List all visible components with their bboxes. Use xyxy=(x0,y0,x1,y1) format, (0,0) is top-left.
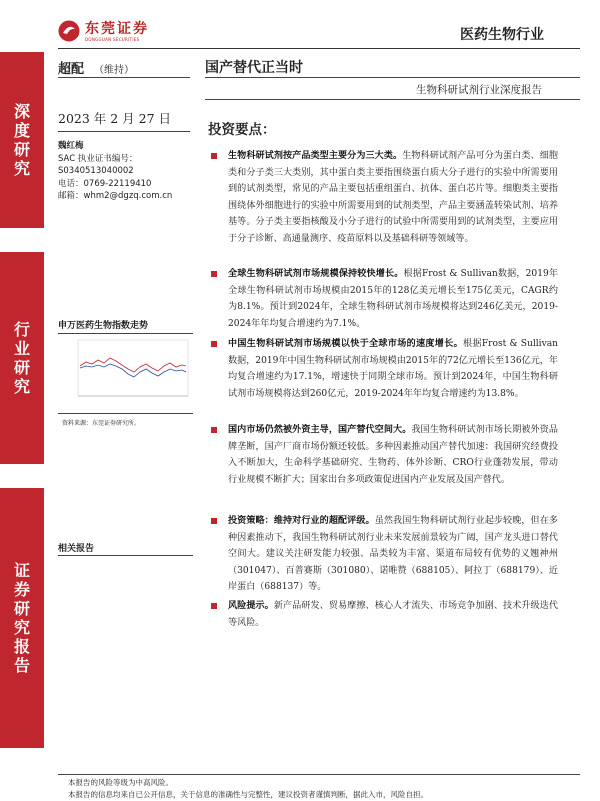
title-divider xyxy=(205,77,580,78)
analyst-info xyxy=(58,140,172,203)
chart-top-divider xyxy=(58,333,193,334)
key-points-title: 投资要点： xyxy=(208,122,276,138)
sidebar-section-deep-research: 深度研究 xyxy=(0,52,44,228)
index-series-line-1 xyxy=(80,358,186,372)
chart-bottom-divider xyxy=(58,413,193,414)
key-point-lead: 风险提示。 xyxy=(228,601,274,611)
rating-label: 超配 xyxy=(58,62,85,77)
footer-disclaimer xyxy=(68,777,588,801)
report-date: 2023 年 2 月 27 日 xyxy=(58,111,172,126)
bullet-square-icon xyxy=(211,518,217,524)
key-point-2 xyxy=(208,266,558,332)
bullet-square-icon xyxy=(211,427,217,433)
index-trend-chart xyxy=(58,336,193,410)
key-point-text: 虽然我国生物科研试剂行业起步较晚，但在多种因素推动下，我国生物科研试剂行业未来发展前景较为广阔，国产龙头进口替代空间大。建议关注研发能力较强、品类较为丰富、渠道布局较有优势的义翘神州（301047）、百普赛斯（301080）、诺唯赞（688105）、阿拉丁（688179）、近岸蛋白（688137）等。 xyxy=(228,516,558,592)
footer-info-disclaimer: 本报告的信息均来自已公开信息，关于信息的准确性与完整性，建议投资者谨慎判断，据此入市，风险自担。 xyxy=(68,790,428,799)
date-divider xyxy=(58,131,190,132)
bullet-square-icon xyxy=(211,341,217,347)
related-divider xyxy=(58,555,193,556)
logo-emblem-icon xyxy=(58,20,80,42)
header-divider xyxy=(58,48,580,49)
rating-note: （维持） xyxy=(94,65,135,76)
key-point-lead: 国内市场仍然被外资主导，国产替代空间大。 xyxy=(228,425,412,435)
analyst-cert-no: S0340513040002 xyxy=(58,166,134,176)
key-point-text: 根据Frost & Sullivan数据，2019年中国生物科研试剂市场规模由2015年的72亿元增长至136亿元，年均复合增速约为17.1%，增速快于同期全球市场。预计到2024年，中国生物科研试剂市场规模将达到260亿元，2019-2024年年均复合增速约为13.8%。 xyxy=(228,339,558,399)
logo-text-cn: 东莞证券 xyxy=(85,20,149,37)
key-point-4 xyxy=(208,422,558,488)
left-sidebar xyxy=(0,0,44,800)
sidebar-section-securities-report: 证券研究报告 xyxy=(0,488,44,748)
industry-label: 医药生物行业 xyxy=(460,27,544,43)
key-point-lead: 投资策略：维持对行业的超配评级。 xyxy=(228,516,375,526)
subtitle-divider xyxy=(205,99,580,100)
bullet-square-icon xyxy=(211,271,217,277)
logo-text-en: DONGGUAN SECURITIES xyxy=(85,36,140,42)
key-point-text: 新产品研发、贸易摩擦、核心人才流失、市场竞争加剧、技术升级迭代等风险。 xyxy=(228,601,558,628)
key-point-text: 根据Frost & Sullivan数据，2019年全球生物科研试剂市场规模由2015年的128亿美元增长至175亿美元，CAGR约为8.1%。预计到2024年，全球生物科研试剂市场规模将达到246亿美元，2019-2024年年均复合增速约为7.1%。 xyxy=(228,269,558,329)
company-logo xyxy=(58,20,149,42)
rating xyxy=(58,58,134,77)
rating-divider xyxy=(58,77,190,78)
key-point-6 xyxy=(208,598,558,631)
key-point-1 xyxy=(208,148,558,247)
key-point-5 xyxy=(208,513,558,596)
key-point-text: 生物科研试剂产品可分为蛋白类、细胞类和分子类三大类别，其中蛋白类主要指围绕蛋白质大分子进行的实验中所需要用到的试剂类型，常见的产品主要包括重组蛋白、抗体、蛋白芯片等。细胞类主要指围绕体外细胞进行的实验中所需要用到的试剂类型，产品主要涵盖转染试剂、培养基等。分子类主要指核酸及小分子进行的试验中所需要用到的试剂类型，主要应用于分子诊断、高通量测序、疫苗原料以及基础科研等领域等。 xyxy=(228,151,558,244)
bullet-square-icon xyxy=(211,603,217,609)
analyst-email[interactable]: 邮箱：whm2@dgzq.com.cn xyxy=(58,191,173,201)
analyst-name: 魏红梅 xyxy=(58,141,84,151)
chart-source: 资料来源：东莞证券研究所。 xyxy=(62,420,141,427)
index-series-line-2 xyxy=(80,364,186,377)
report-title: 国产替代正当时 xyxy=(205,60,303,76)
footer-risk-level: 本报告的风险等级为中高风险。 xyxy=(68,778,173,787)
key-point-lead: 全球生物科研试剂市场规模保持较快增长。 xyxy=(228,269,404,279)
key-point-lead: 中国生物科研试剂市场规模以快于全球市场的速度增长。 xyxy=(228,339,464,349)
analyst-cert-label: SAC 执业证书编号： xyxy=(58,153,138,164)
key-point-text: 我国生物科研试剂市场长期被外资品牌垄断，国产厂商市场份额还较低。多种因素推动国产替代加速：我国研究经费投入不断加大，生命科学基础研究、生物药、体外诊断、CRO行业蓬勃发展，带动行业规模不断扩大；国家出台多项政策促进国内产业发展及国产替代。 xyxy=(228,425,558,485)
related-reports-title: 相关报告 xyxy=(58,544,95,554)
analyst-phone: 电话：0769-22119410 xyxy=(58,178,152,189)
key-point-lead: 生物科研试剂按产品类型主要分为三大类。 xyxy=(228,151,403,161)
sidebar-section-industry-research: 行业研究 xyxy=(0,252,44,464)
report-subtitle: 生物科研试剂行业深度报告 xyxy=(416,84,542,96)
index-chart-title: 申万医药生物指数走势 xyxy=(58,321,149,331)
bullet-square-icon xyxy=(211,153,217,159)
footer-divider xyxy=(58,774,580,775)
key-point-3 xyxy=(208,336,558,402)
